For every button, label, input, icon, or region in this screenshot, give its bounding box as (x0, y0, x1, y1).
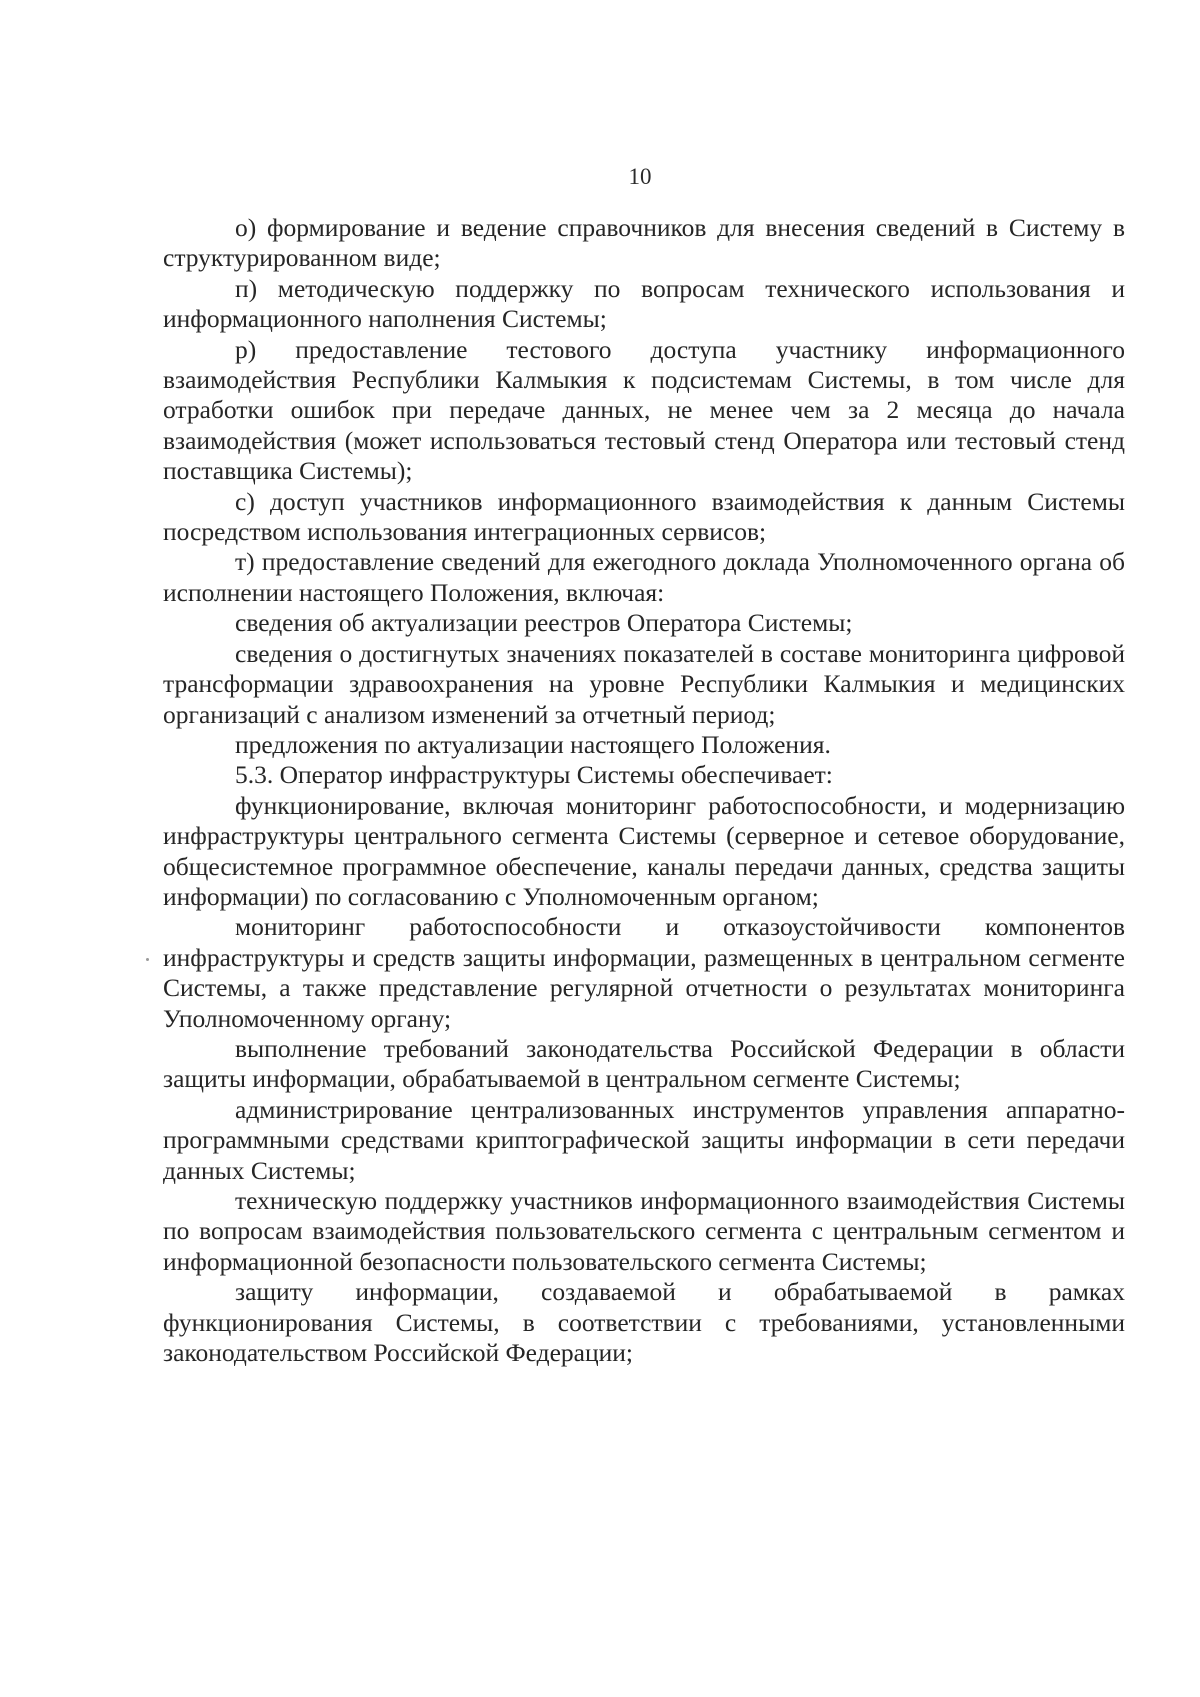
paragraph: т) предоставление сведений для ежегодного доклада Уполномоченного органа об исполнении настоящего Положения, включая: (163, 547, 1125, 607)
page-number: 10 (628, 164, 652, 189)
paragraph: выполнение требований законодательства Российской Федерации в области защиты информации, обрабатываемой в центральном сегменте Системы; (163, 1033, 1125, 1094)
paragraph: функционирование, включая мониторинг работоспособности, и модернизацию инфраструктуры центрального сегмента Системы (серверное и сетевое оборудование, общесистемное программное обеспечение, каналы передачи данных, средства защиты информации) по согласованию с Уполномоченным органом; (163, 790, 1125, 911)
paragraph: р) предоставление тестового доступа участнику информационного взаимодействия Республики Калмыкия к подсистемам Системы, в том числе для отработки ошибок при передаче данных, не менее чем за 2 месяца до начала взаимодействия (может использоваться тестовый стенд Оператора или тестовый стенд поставщика Системы); (163, 334, 1125, 486)
paragraph: техническую поддержку участников информационного взаимодействия Системы по вопросам взаимодействия пользовательского сегмента с центральным сегментом и информационной безопасности пользовательского сегмента Системы; (163, 1186, 1125, 1276)
paragraph: мониторинг работоспособности и отказоустойчивости компонентов инфраструктуры и средств защиты информации, размещенных в центральном сегменте Системы, а также представление регулярной отчетности о результатах мониторинга Уполномоченному органу; (163, 912, 1125, 1033)
section-heading-5-3: 5.3. Оператор инфраструктуры Системы обеспечивает: (235, 760, 833, 790)
scan-speck (146, 958, 149, 961)
paragraph: предложения по актуализации настоящего Положения. (235, 729, 831, 759)
paragraph: сведения о достигнутых значениях показателей в составе мониторинга цифровой трансформации здравоохранения на уровне Республики Калмыкия и медицинских организаций с анализом изменений за отчетный период; (163, 638, 1125, 729)
paragraph: п) методическую поддержку по вопросам технического использования и информационного наполнения Системы; (163, 273, 1125, 334)
paragraph: о) формирование и ведение справочников для внесения сведений в Систему в структурированном виде; (163, 213, 1125, 273)
paragraph: с) доступ участников информационного взаимодействия к данным Системы посредством использования интеграционных сервисов; (163, 486, 1125, 547)
paragraph: администрирование централизованных инструментов управления аппаратно-программными средствами криптографической защиты информации в сети передачи данных Системы; (163, 1094, 1125, 1185)
document-body (163, 213, 1125, 1368)
paragraph: сведения об актуализации реестров Оператора Системы; (235, 608, 853, 638)
paragraph: защиту информации, создаваемой и обрабатываемой в рамках функционирования Системы, в соответствии с требованиями, установленными законодательством Российской Федерации; (163, 1277, 1125, 1368)
